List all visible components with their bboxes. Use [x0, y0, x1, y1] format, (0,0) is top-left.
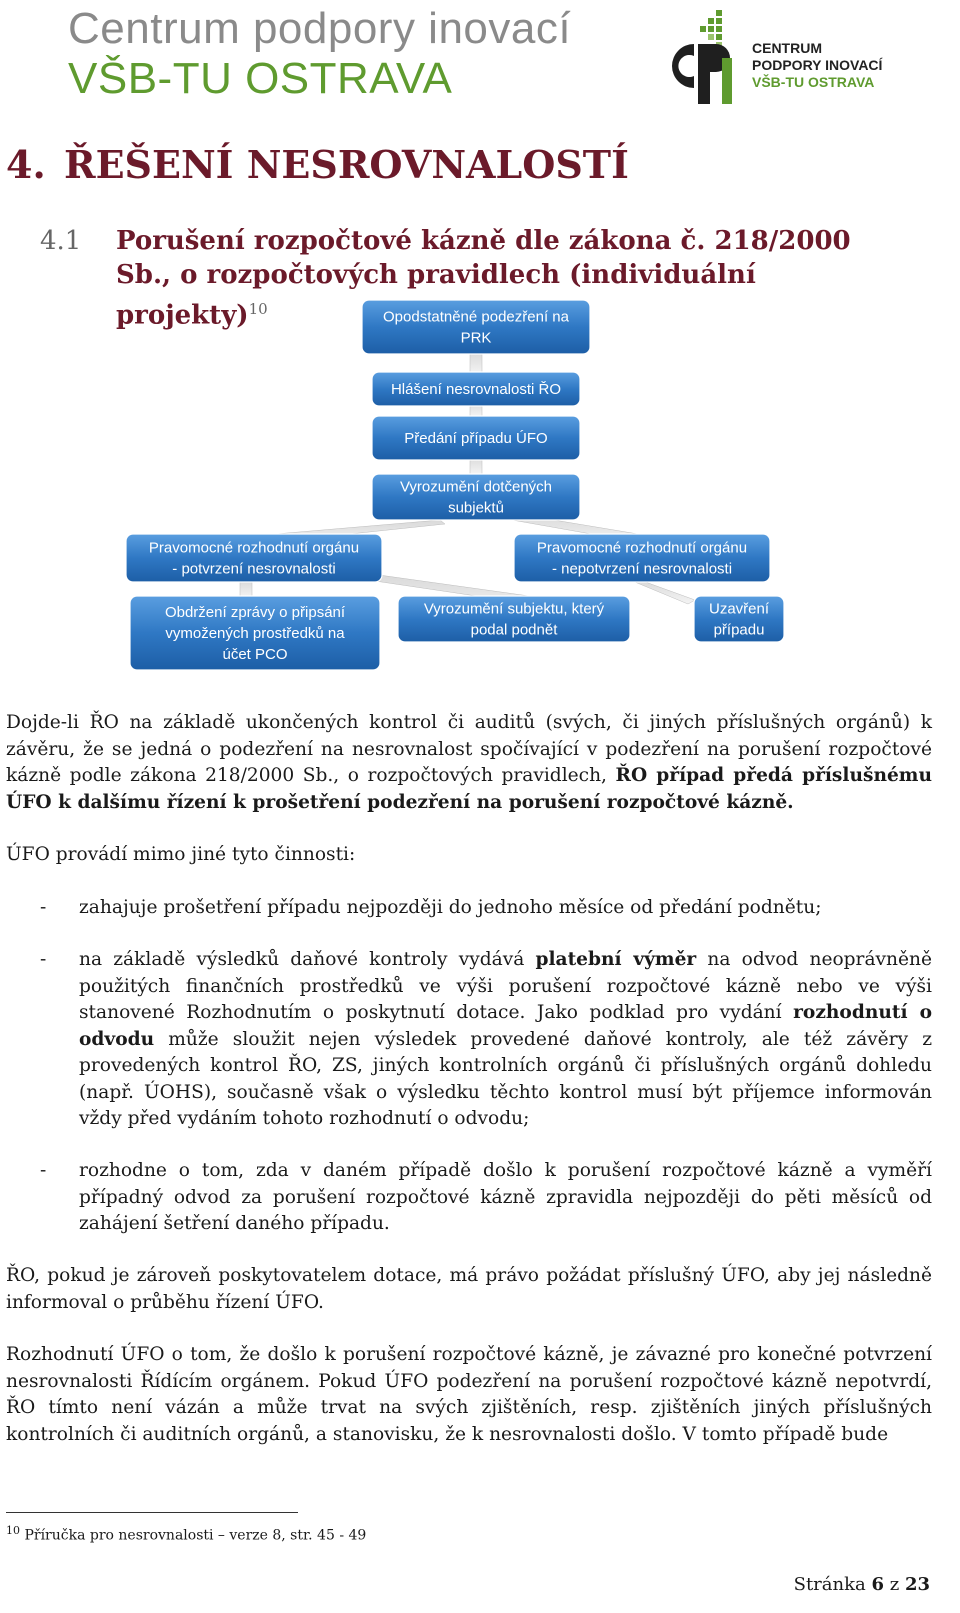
list-dash: - — [40, 949, 47, 970]
list-item-text: zahajuje prošetření případu nejpozději do jednoho měsíce od předání podnětu; — [79, 897, 822, 918]
diagram-node-label: - nepotvrzení nesrovnalosti — [551, 560, 733, 578]
paragraph-ufo-activities: ÚFO provádí mimo jiné tyto činnosti: — [6, 844, 356, 865]
section-heading — [6, 142, 629, 187]
footnote-text: Příručka pro nesrovnalosti – verze 8, str. 45 - 49 — [24, 1527, 367, 1544]
diagram-node-label: případu — [713, 621, 765, 639]
list-item-text: rozhodne o tom, zda v daném případě došlo k porušení rozpočtové kázně a vyměří případný odvod za porušení rozpočtové kázně zpravidla nejpozději do pěti měsíců od zahájení šetření daného případu. — [79, 1160, 932, 1234]
paragraph-intro — [6, 710, 932, 816]
diagram-node-label: Uzavření — [708, 600, 770, 618]
diagram-node-label: Hlášení nesrovnalosti ŘO — [390, 381, 562, 398]
paragraph-ro-provider: ŘO, pokud je zároveň poskytovatelem dotace, má právo požádat příslušný ÚFO, aby jej následně informoval o průběhu řízení ÚFO. — [6, 1265, 932, 1313]
diagram-node-label: Obdržení zprávy o připsání — [164, 604, 346, 621]
diagram-node-label: účet PCO — [222, 646, 288, 663]
section-title: ŘEŠENÍ NESROVNALOSTÍ — [64, 142, 629, 187]
diagram-node-label: subjektů — [448, 499, 504, 517]
subsection-title: Porušení rozpočtové kázně dle zákona č. 218/2000 Sb., o rozpočtových pravidlech (individuální projekty) — [116, 226, 851, 331]
paragraph-ufo-decision: Rozhodnutí ÚFO o tom, že došlo k porušení rozpočtové kázně, je závazné pro konečné potvrzení nesrovnalosti Řídícím orgánem. Pokud ÚFO podezření na porušení rozpočtové kázně nepotvrdí, ŘO tímto není vázán a může trvat na svých zjištěních, resp. zjištěních jiných příslušných kontrolních či auditních orgánů, a stanovisku, že k nesrovnalosti došlo. V tomto případě bude — [6, 1344, 932, 1445]
footnote-number: 10 — [6, 1524, 20, 1537]
logo-text-line1: CENTRUM — [752, 40, 822, 56]
list-dash: - — [40, 897, 47, 918]
diagram-node-label: Předání případu ÚFO — [404, 430, 548, 447]
list-item-text: na základě výsledků daňové kontroly vydává platební výměr na odvod neoprávněně použitých finančních prostředků ve výši porušení rozpočtové kázně nebo ve výši stanovené Rozhodnutím o poskytnutí dotace. Jako podklad pro vydání rozhodnutí o odvodu může sloužit nejen výsledek provedené daňové kontroly, ale též závěry z provedených kontrol ŘO, ZS, jiných kontrolních orgánů či příslušných orgánů dohledu (např. ÚOHS), současně však o výsledku těchto kontrol musí být příjemce informován vždy před vydáním tohoto rozhodnutí o odvodu; — [79, 949, 933, 1129]
diagram-node-label: vymožených prostředků na — [165, 625, 345, 642]
header-subtitle: VŠB-TU OSTRAVA — [68, 54, 453, 103]
diagram-node-label: Opodstatněné podezření na — [383, 308, 569, 326]
footnote — [6, 1524, 366, 1544]
diagram-labels — [149, 309, 770, 664]
diagram-node-label: - potvrzení nesrovnalosti — [172, 560, 336, 578]
diagram-node-label: Vyrozumění dotčených — [399, 478, 553, 496]
page-current: 6 — [871, 1574, 884, 1595]
section-number: 4. — [6, 142, 46, 187]
subsection-number: 4.1 — [40, 226, 82, 256]
list-dash: - — [40, 1160, 47, 1181]
diagram-node-label: Vyrozumění subjektu, který — [423, 600, 605, 618]
footnote-separator — [6, 1512, 298, 1513]
header-title: Centrum podpory inovací — [68, 4, 572, 53]
diagram-node-label: Pravomocné rozhodnutí orgánu — [536, 539, 748, 557]
bold-rozhodnuti-o-odvodu: rozhodnutí o odvodu — [79, 1002, 933, 1050]
diagram-node-label: Pravomocné rozhodnutí orgánu — [148, 539, 360, 557]
process-diagram — [120, 298, 800, 678]
paragraph-intro-bold: ŘO případ předá příslušnému ÚFO k dalšímu řízení k prošetření podezření na porušení rozpočtové kázně. — [6, 765, 932, 813]
page-number: Stránka 6 z 23 — [793, 1574, 930, 1595]
bold-platebni-vymer: platební výměr — [535, 949, 697, 970]
paragraph-intro-text: Dojde-li ŘO na základě ukončených kontrol či auditů (svých, či jiných příslušných orgánů) k závěru, že se jedná o podezření na nesrovnalost spočívající v podezření na porušení rozpočtové kázně podle zákona 218/2000 Sb., o rozpočtových pravidlech, — [6, 712, 932, 786]
page-total: 23 — [904, 1574, 930, 1595]
diagram-node-label: podal podnět — [470, 621, 558, 639]
logo-text-line2: PODPORY INOVACÍ — [752, 57, 883, 73]
logo-text — [752, 40, 882, 91]
diagram-node-label: PRK — [460, 329, 492, 347]
logo-letters — [672, 44, 732, 104]
footnote-ref: 10 — [248, 300, 268, 318]
logo-text-line3: VŠB-TU OSTRAVA — [752, 74, 875, 90]
